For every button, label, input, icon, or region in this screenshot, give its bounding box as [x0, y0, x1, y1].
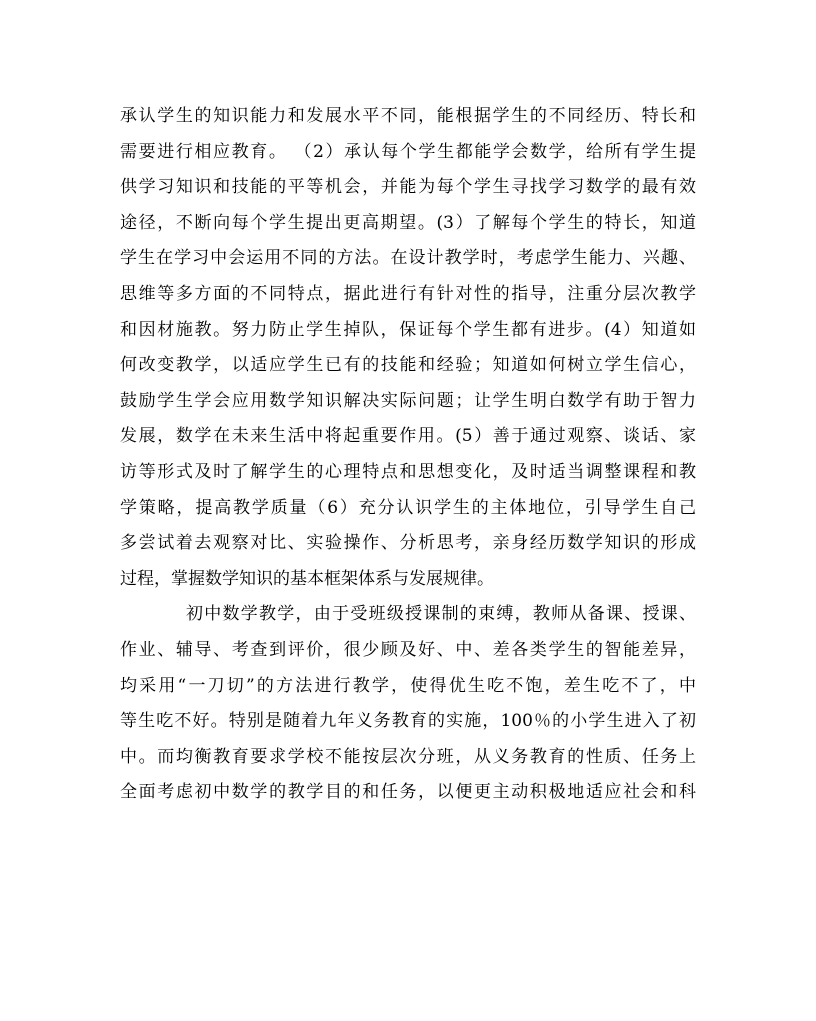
body-text	[120, 99, 696, 811]
text-line: 何改变教学，以适应学生已有的技能和经验；知道如何树立学生信心，	[120, 355, 696, 376]
text-line: 等生吃不好。特别是随着九年义务教育的实施，100％的小学生进入了初	[120, 711, 696, 732]
text-line: 访等形式及时了解学生的心理特点和思想变化，及时适当调整课程和教	[120, 461, 696, 482]
text-line: 初中数学教学，由于受班级授课制的束缚，教师从备课、授课、	[186, 604, 696, 625]
text-line: 供学习知识和技能的平等机会，并能为每个学生寻找学习数学的最有效	[120, 177, 696, 198]
text-line: 鼓励学生学会应用数学知识解决实际问题；让学生明白数学有助于智力	[120, 390, 696, 411]
text-line: 作业、辅导、考查到评价，很少顾及好、中、差各类学生的智能差异，	[120, 639, 696, 660]
text-line: 途径，不断向每个学生提出更高期望。(3）了解每个学生的特长，知道	[120, 212, 696, 233]
text-line: 中。而均衡教育要求学校不能按层次分班，从义务教育的性质、任务上	[120, 746, 696, 767]
text-line: 思维等多方面的不同特点，据此进行有针对性的指导，注重分层次教学	[120, 283, 696, 304]
text-line: 和因材施教。努力防止学生掉队，保证每个学生都有进步。(4）知道如	[120, 319, 696, 340]
text-line: 多尝试着去观察对比、实验操作、分析思考，亲身经历数学知识的形成	[120, 533, 696, 554]
text-line: 需要进行相应教育。 （2）承认每个学生都能学会数学，给所有学生提	[120, 141, 696, 162]
paragraph-2	[120, 597, 696, 811]
text-line: 学策略，提高教学质量（6）充分认识学生的主体地位，引导学生自己	[120, 497, 696, 518]
text-line: 均采用“一刀切”的方法进行教学，使得优生吃不饱，差生吃不了，中	[120, 675, 696, 696]
text-line: 过程，掌握数学知识的基本框架体系与发展规律。	[120, 568, 494, 589]
text-line: 全面考虑初中数学的教学目的和任务，以便更主动积极地适应社会和科	[120, 782, 696, 803]
text-line: 学生在学习中会运用不同的方法。在设计教学时，考虑学生能力、兴趣、	[120, 248, 696, 269]
text-line: 承认学生的知识能力和发展水平不同，能根据学生的不同经历、特长和	[120, 106, 696, 126]
text-line: 发展，数学在未来生活中将起重要作用。(5）善于通过观察、谈话、家	[120, 426, 696, 447]
paragraph-1	[120, 99, 696, 597]
